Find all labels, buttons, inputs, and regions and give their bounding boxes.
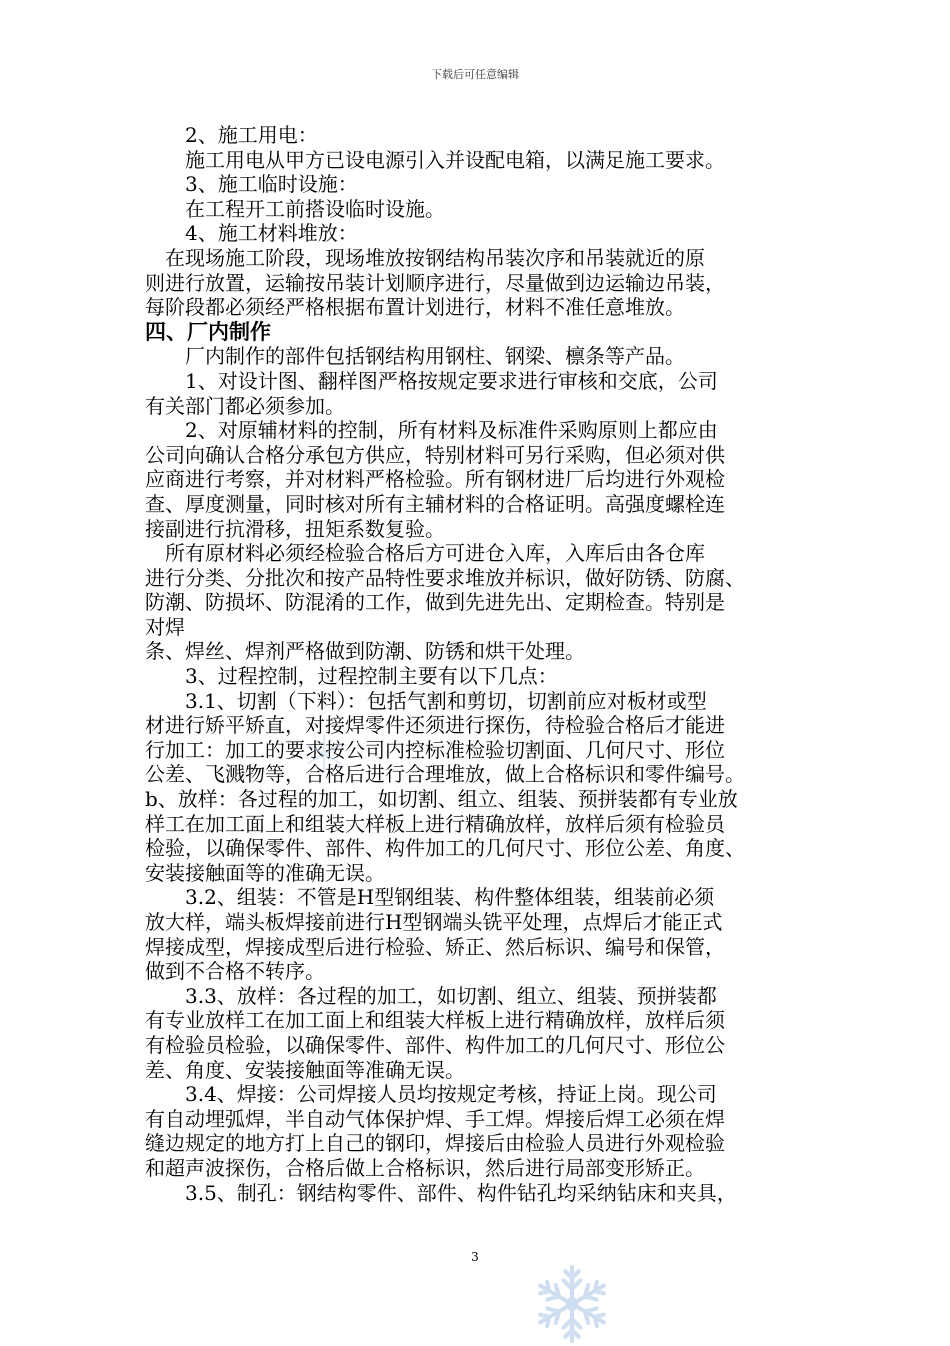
text-line: 条、焊丝、焊剂严格做到防潮、防锈和烘干处理。 [145,639,585,664]
text-line: 和超声波探伤，合格后做上合格标识，然后进行局部变形矫正。 [145,1155,705,1180]
text-line: 3.1、切割（下料）：包括气割和剪切，切割前应对板材或型 [145,688,707,713]
text-line: 4、施工材料堆放： [145,221,358,246]
text-line: 有关部门都必须参加。 [145,393,345,418]
text-line: 有专业放样工在加工面上和组装大样板上进行精确放样，放样后须 [145,1008,725,1033]
text-line: 样工在加工面上和组装大样板上进行精确放样，放样后须有检验员 [145,811,725,836]
text-line: 防潮、防损坏、防混淆的工作，做到先进先出、定期检查。特别是 [145,590,725,615]
snowflake-icon [530,1262,614,1346]
header-note: 下载后可任意编辑 [431,68,519,81]
text-line: 则进行放置，运输按吊装计划顺序进行，尽量做到边运输边吊装， [145,270,725,295]
text-line: 每阶段都必须经严格根据布置计划进行，材料不准任意堆放。 [145,295,685,320]
text-line: 在工程开工前搭设临时设施。 [145,196,445,221]
text-line: 所有原材料必须经检验合格后方可进仓入库，入库后由各仓库 [145,541,705,566]
text-line: 施工用电从甲方已设电源引入并设配电箱，以满足施工要求。 [145,147,725,172]
text-line: 材进行矫平矫直，对接焊零件还须进行探伤，待检验合格后才能进 [145,713,725,738]
text-line: 3.5、制孔：钢结构零件、部件、构件钻孔均采纳钻床和夹具， [145,1180,737,1205]
text-line: 2、对原辅材料的控制，所有材料及标准件采购原则上都应由 [145,418,718,443]
text-line: 有自动埋弧焊，半自动气体保护焊、手工焊。焊接后焊工必须在焊 [145,1106,725,1131]
section-heading: 四、厂内制作 [145,319,271,344]
text-line: 3.4、焊接：公司焊接人员均按规定考核，持证上岗。现公司 [145,1082,717,1107]
text-line: 应商进行考察，并对材料严格检验。所有钢材进厂后均进行外观检 [145,467,725,492]
snowflake-watermark-icon [302,732,346,776]
text-line: 安装接触面等的准确无误。 [145,860,385,885]
text-line: 焊接成型，焊接成型后进行检验、矫正、然后标识、编号和保管， [145,934,725,959]
text-line: 2、施工用电： [145,123,318,147]
page-number: 3 [471,1250,479,1264]
document-body [145,123,805,1205]
text-line: b、放样：各过程的加工，如切割、组立、组装、预拼装都有专业放 [145,787,738,812]
text-line: 检验，以确保零件、部件、构件加工的几何尺寸、形位公差、角度、 [145,836,745,861]
text-line: 3、过程控制，过程控制主要有以下几点： [145,664,558,689]
text-line: 在现场施工阶段，现场堆放按钢结构吊装次序和吊装就近的原 [145,245,705,270]
text-line: 对焊 [145,614,185,639]
text-line: 公差、飞溅物等，合格后进行合理堆放，做上合格标识和零件编号。 [145,762,745,787]
text-line: 进行分类、分批次和按产品特性要求堆放并标识，做好防锈、防腐、 [145,565,745,590]
text-line: 放大样，端头板焊接前进行H型钢端头铣平处理，点焊后才能正式 [145,910,723,934]
text-line: 1、对设计图、翻样图严格按规定要求进行审核和交底，公司 [145,368,718,393]
text-line: 缝边规定的地方打上自己的钢印，焊接后由检验人员进行外观检验 [145,1131,725,1156]
text-line: 差、角度、安装接触面等准确无误。 [145,1057,465,1082]
text-line: 3.3、放样：各过程的加工，如切割、组立、组装、预拼装都 [145,983,717,1008]
text-line: 3、施工临时设施： [145,172,358,197]
text-line: 厂内制作的部件包括钢结构用钢柱、钢梁、檩条等产品。 [145,344,685,369]
text-line: 做到不合格不转序。 [145,959,325,984]
text-line: 有检验员检验，以确保零件、部件、构件加工的几何尺寸、形位公 [145,1032,725,1057]
text-line: 公司向确认合格分承包方供应，特别材料可另行采购，但必须对供 [145,442,725,467]
text-line: 3.2、组装：不管是H型钢组装、构件整体组装，组装前必须 [145,885,715,910]
text-line: 行加工：加工的要求按公司内控标准检验切割面、几何尺寸、形位 [145,737,725,762]
text-line: 查、厚度测量，同时核对所有主辅材料的合格证明。高强度螺栓连 [145,491,725,516]
text-line: 接副进行抗滑移，扭矩系数复验。 [145,516,445,541]
